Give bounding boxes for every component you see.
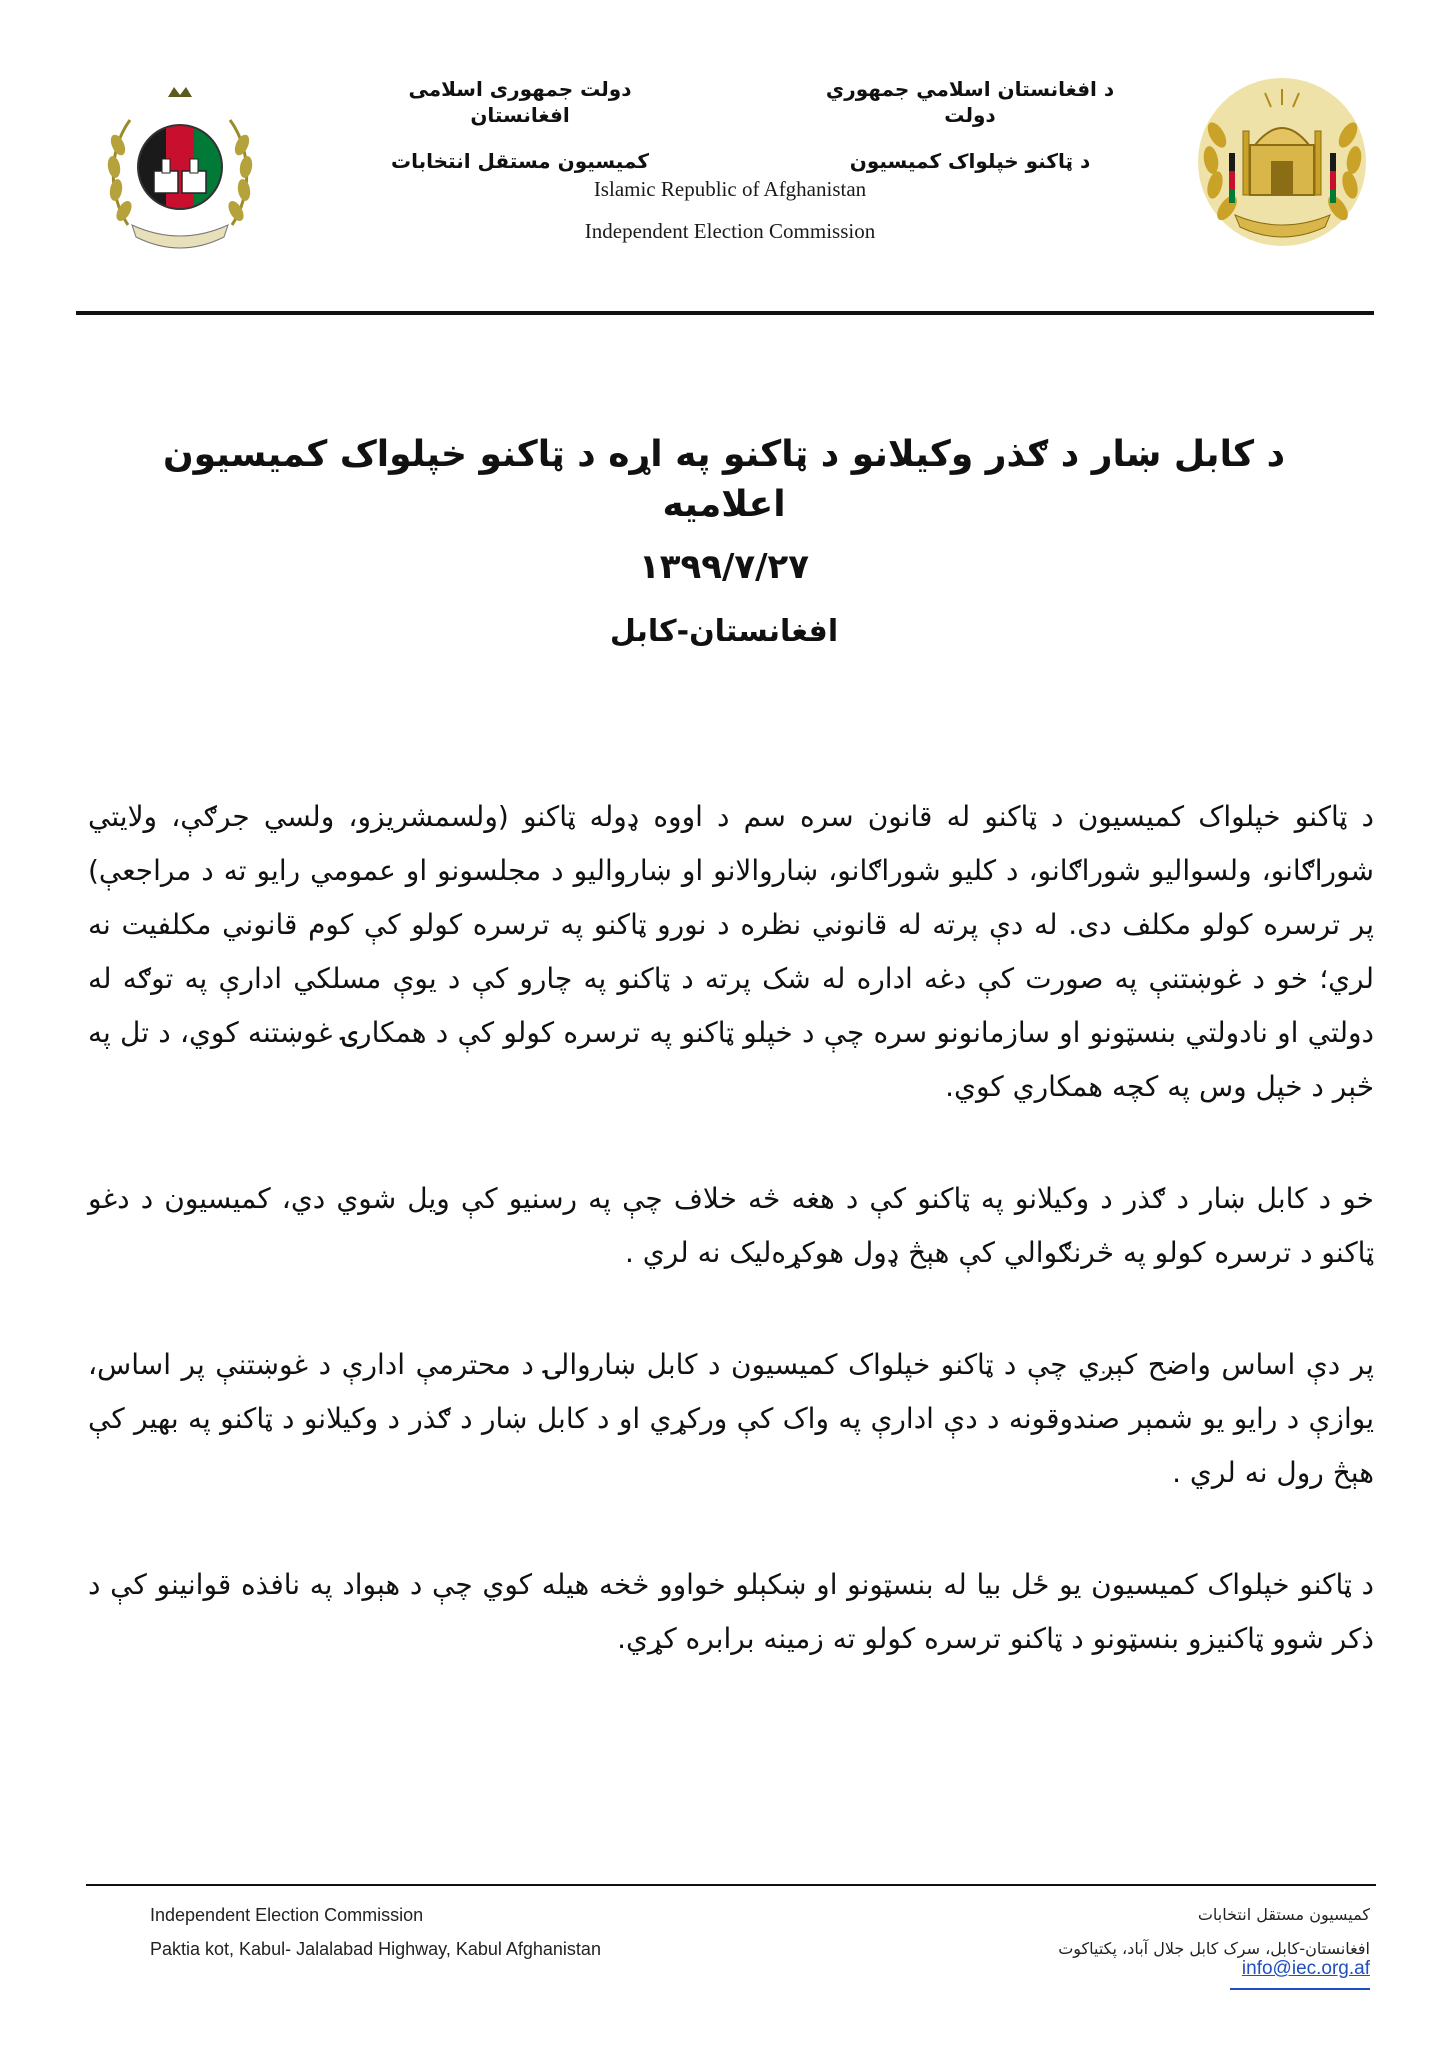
iec-seal-icon (100, 75, 260, 265)
document-body (88, 790, 1374, 1724)
footer-email-link[interactable]: info@iec.org.af (1150, 1954, 1370, 1984)
footer-english-address: Paktia kot, Kabul- Jalalabad Highway, Kabul Afghanistan (150, 1939, 601, 1959)
header-divider (76, 311, 1374, 315)
header-dari-line2: کمیسیون مستقل انتخابات (391, 149, 649, 173)
header-english-line2: Independent Election Commission (584, 219, 876, 243)
body-paragraph-1: د ټاکنو خپلواک کمیسیون د ټاکنو له قانون سره سم د اووه ډوله ټاکنو (ولسمشریزو، ولسي جرګې، ولایتي شوراګانو، ولسوالیو شوراګانو، د کلیو شوراګانو، ښاروالانو او ښاروالیو د مجلسونو او عمومي رایو ته د مراجعې) پر ترسره کولو مکلف دی. له دې پرته له قانوني نظره د نورو ټاکنو په ترسره کولو کې کوم قانوني مکلفیت نه لري؛ خو د غوښتنې په صورت کې دغه اداره له شک پرته د ټاکنو په چارو کې د یوې مسلکي ادارې په توګه له دولتي او نادولتي بنسټونو او سازمانونو سره چې د خپلو ټاکنو په ترسره کولو کې د همکارۍ غوښتنه کوي، د تل په څېر د خپل وس په کچه همکاري کوي. (88, 800, 1374, 1103)
header-pashto-line2: د ټاکنو خپلواک کمیسیون (849, 149, 1091, 173)
header-dari (370, 76, 670, 174)
afghanistan-national-emblem-icon (1195, 75, 1370, 250)
footer-english (150, 1898, 710, 1966)
document-date: ۱۳۹۹/۷/۲۷ (638, 547, 810, 587)
footer-divider (86, 1884, 1376, 1886)
header-english (520, 168, 940, 252)
document-place: افغانستان-کابل (609, 614, 839, 649)
footer-dari-line1: کمیسیون مستقل انتخابات (1197, 1905, 1370, 1924)
body-paragraph-2: خو د کابل ښار د ګذر د وکیلانو په ټاکنو کې د هغه څه خلاف چې په رسنیو کې ویل شوي دي، کمیسیون د دغو ټاکنو د ترسره کولو په څرنګوالي کې هېڅ ډول هوکړه‌لیک نه لري . (88, 1182, 1374, 1269)
header-pashto-line1: د افغانستان اسلامي جمهوري دولت (825, 77, 1115, 127)
body-paragraph-3: پر دې اساس واضح کېږي چې د ټاکنو خپلواک کمیسیون د کابل ښاروالۍ د محترمې ادارې د غوښتنې پر اساس، یوازې د رایو یو شمېر صندوقونه د دې ادارې په واک کې ورکړي او د کابل ښار د ګذر د وکیلانو د ټاکنو په بهیر کې هېڅ رول نه لري . (88, 1348, 1374, 1489)
footer-english-line1: Independent Election Commission (150, 1905, 424, 1925)
header-english-line1: Islamic Republic of Afghanistan (593, 177, 867, 201)
letterhead (0, 0, 1448, 320)
body-paragraph-4: د ټاکنو خپلواک کمیسیون یو ځل بیا له بنسټونو او ښکېلو خواوو څخه هیله کوي چې د هېواد په نافذه قوانینو کې د ذکر شوو ټاکنیزو بنسټونو د ټاکنو ترسره کولو ته زمینه برابره کړي. (88, 1568, 1374, 1655)
footer-dari-address: افغانستان-کابل، سرک کابل جلال آباد، پکتیاکوت (1058, 1939, 1370, 1958)
header-pashto (805, 76, 1135, 174)
header-dari-line1: دولت جمهوری اسلامی افغانستان (408, 77, 632, 127)
document-title: د کابل ښار د ګذر وکیلانو د ټاکنو په اړه د ټاکنو خپلواک کمیسیون اعلامیه (162, 434, 1286, 525)
